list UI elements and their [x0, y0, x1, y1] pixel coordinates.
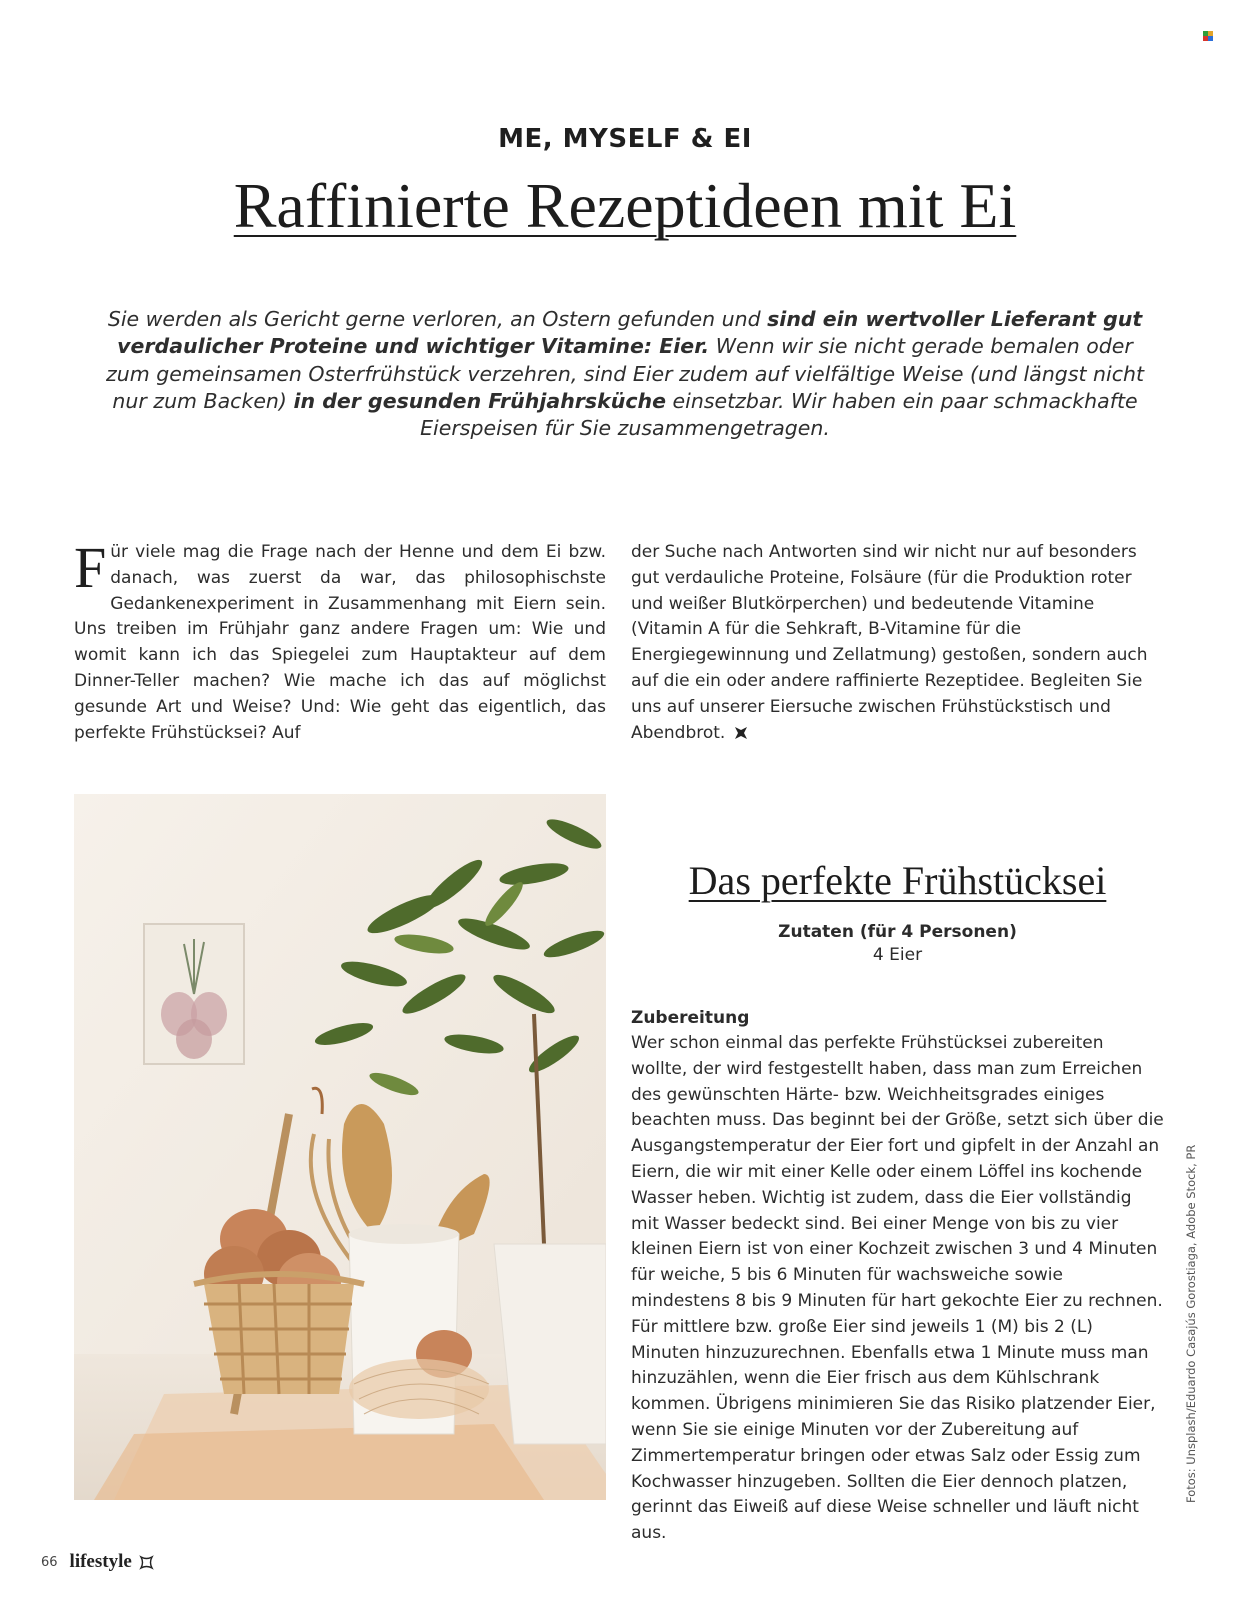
page-number: 66	[41, 1554, 58, 1570]
magazine-brand: lifestyle	[69, 1551, 132, 1572]
drop-cap: F	[74, 535, 107, 600]
preparation-text: Wer schon einmal das perfekte Frühstücksei zubereiten wollte, der wird festgestellt haben, dass man zum Erreichen des gewünschten Härte- bzw. Weichheitsgrades einiges beachten muss. Das beginnt bei der Größe, setzt sich über die Ausgangstemperatur der Eier fort und gipfelt in der Anzahl an Eiern, die wir mit einer Kelle oder einem Löffel ins kochende Wasser heben. Wichtig ist zudem, dass die Eier vollständig mit Wasser bedeckt sind. Bei einer Menge von bis zu vier kleinen Eiern ist von einer Kochzeit zwischen 3 und 4 Minuten für weiche, 5 bis 6 Minuten für wachsweiche sowie mindestens 8 bis 9 Minuten für hart gekochte Eier zu rechnen. Für mittlere bzw. große Eier sind jeweils 1 (M) bis 2 (L) Minuten hinzuzurechnen. Ebenfalls etwa 1 Minute muss man hinzuzählen, wenn die Eier frisch aus dem Kühlschrank kommen. Übrigens minimieren Sie das Risiko platzender Eier, wenn Sie sie einige Minuten vor der Zubereitung auf Zimmertemperatur bringen oder etwas Salz oder Essig zum Kochwasser hinzugeben. Sollten die Eier dennoch platzen, gerinnt das Eiweiß auf diese Weise schneller und läuft nicht aus.	[631, 1033, 1164, 1544]
end-mark-icon	[735, 727, 747, 739]
color-registration-icon	[1203, 31, 1213, 41]
ingredients-heading: Zutaten (für 4 Personen)	[778, 922, 1017, 942]
square-icon	[139, 1555, 154, 1570]
page-footer	[41, 1549, 154, 1575]
intro-text: Sie werden als Gericht gerne verloren, an Ostern gefunden und	[107, 307, 768, 331]
intro-text: einsetzbar. Wir haben ein paar schmackhafte Eierspeisen für Sie zusammengetragen.	[420, 388, 1138, 441]
article-title: Raffinierte Rezeptideen mit Ei	[233, 170, 1017, 241]
body-left-text: ür viele mag die Frage nach der Henne und dem Ei bzw. danach, was zuerst da war, das philosophischste Gedankenexperiment in Zusammenhang mit Eiern sein. Uns treiben im Frühjahr ganz andere Fragen um: Wie und womit kann ich das Spiegelei zum Hauptakteur auf dem Dinner-Teller machen? Wie mache ich das auf möglichst gesunde Art und Weise? Und: Wie geht das eigentlich, das perfekte Frühstücksei? Auf	[74, 542, 606, 743]
intro-text: Wenn wir sie nicht gerade bemalen oder zum gemeinsamen Osterfrühstück verzehren, sind Eier zudem auf vielfältige Weise (und längst nicht nur zum Backen)	[105, 334, 1145, 413]
photo-credit: Fotos: Unsplash/Eduardo Casajús Gorostiaga, Adobe Stock, PR	[1184, 1144, 1198, 1503]
photo-eggs-basket-kitchen	[74, 794, 606, 1500]
ingredients-list	[631, 944, 1164, 967]
body-right-text: der Suche nach Antworten sind wir nicht nur auf besonders gut verdauliche Proteine, Folsäure (für die Produktion roter und weißer Blutkörperchen) und bedeutende Vitamine (Vitamin A für die Sehkraft, B-Vitamine für die Energiegewinnung und Zellatmung) gestoßen, sondern auch auf die ein oder andere raffinierte Rezeptidee. Begleiten Sie uns auf unserer Eiersuche zwischen Frühstückstisch und Abendbrot.	[631, 542, 1148, 743]
preparation-heading: Zubereitung	[631, 1008, 750, 1028]
article-kicker: ME, MYSELF & EI	[498, 124, 752, 154]
intro-highlight: in der gesunden Frühjahrsküche	[293, 388, 666, 413]
recipe-title: Das perfekte Frühstücksei	[688, 858, 1107, 903]
body-column-left	[74, 535, 606, 746]
intro-highlight: sind ein wertvoller Lieferant gut verdaulicher Proteine und wichtiger Vitamine: Eier.	[117, 307, 1143, 359]
article-intro	[100, 306, 1150, 442]
body-column-right	[631, 540, 1164, 746]
ingredient-item: 4 Eier	[872, 945, 923, 965]
